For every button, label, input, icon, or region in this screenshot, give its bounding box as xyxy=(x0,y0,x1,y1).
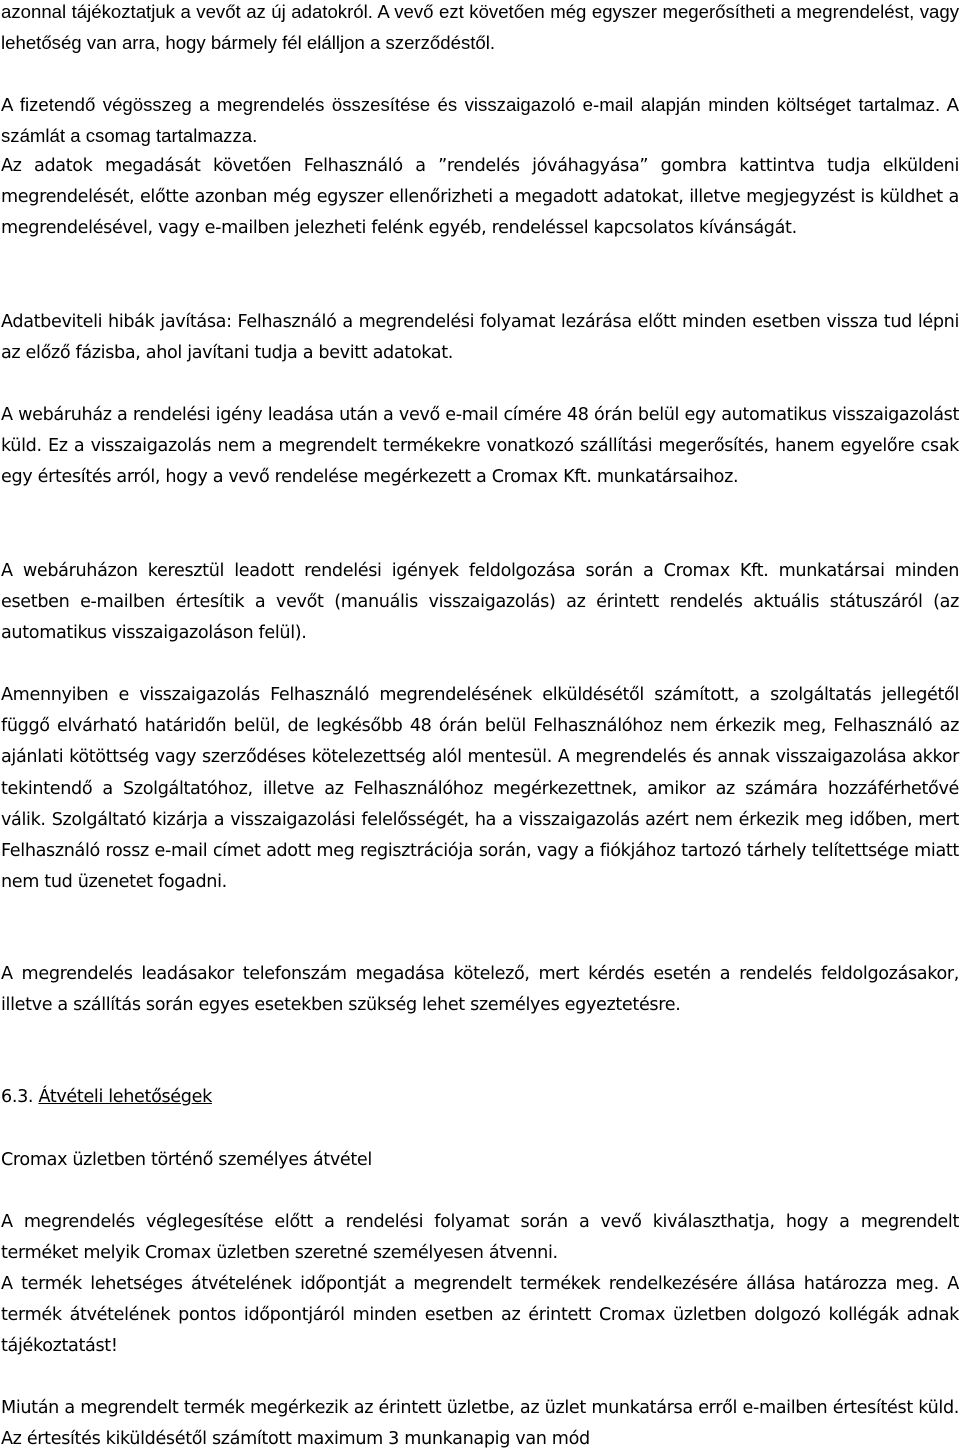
paragraph-confirmation-deadline: Amennyiben e visszaigazolás Felhasználó megrendelésének elküldésétől számított, a szolgáltatás jellegétől függő elvárható határidőn belül, de legkésőbb 48 órán belül Felhasználóhoz nem érkezik meg, Felhasználó az ajánlati kötöttség vagy szerződéses kötelezettség alól mentesül. A megrendelés és annak visszaigazolása akkor tekintendő a Szolgáltatóhoz, illetve az Felhasználóhoz megérkezettnek, amikor az számára hozzáférhetővé válik. Szolgáltató kizárja a visszaigazolási felelősségét, ha a visszaigazolás azért nem érkezik meg időben, mert Felhasználó rossz e-mail címet adott meg regisztrációja során, vagy a fiókjához tartozó tárhely telítettsége miatt nem tud üzenetet fogadni. xyxy=(1,685,959,893)
paragraph-store-selection: A megrendelés véglegesítése előtt a rendelési folyamat során a vevő kiválaszthatja, hogy a megrendelt terméket melyik Cromax üzletben szeretné személyesen átvenni. xyxy=(1,1212,959,1264)
section-heading xyxy=(1,1082,212,1113)
paragraph-order-modification: azonnal tájékoztatjuk a vevőt az új adatokról. A vevő ezt követően még egyszer megerősítheti a megrendelést, vagy lehetőség van arra, hogy bármely fél elálljon a szerződéstől. xyxy=(1,1,959,53)
paragraph-phone-number-required: A megrendelés leadásakor telefonszám megadása kötelező, mert kérdés esetén a rendelés feldolgozásakor, illetve a szállítás során egyes esetekben szükség lehet személyes egyeztetésre. xyxy=(1,964,959,1016)
paragraph-order-approval: Az adatok megadását követően Felhasználó a ”rendelés jóváhagyása” gombra kattintva tudja elküldeni megrendelését, előtte azonban még egyszer ellenőrizheti a megadott adatokat, illetve megjegyzést is küldhet a megrendelésével, vagy e-mailben jelezheti felénk egyéb, rendeléssel kapcsolatos kívánságát. xyxy=(1,156,959,239)
subheading-store-pickup: Cromax üzletben történő személyes átvétel xyxy=(1,1150,372,1170)
section-number: 6.3. xyxy=(1,1087,34,1107)
paragraph-manual-confirmation: A webáruházon keresztül leadott rendelési igények feldolgozása során a Cromax Kft. munkatársai minden esetben e-mailben értesítik a vevőt (manuális visszaigazolás) az érintett rendelés aktuális státuszáról (az automatikus visszaigazoláson felül). xyxy=(1,561,959,644)
section-title: Átvételi lehetőségek xyxy=(38,1087,212,1107)
paragraph-input-error-correction: Adatbeviteli hibák javítása: Felhasználó a megrendelési folyamat lezárása előtt minden esetben vissza tud lépni az előző fázisba, ahol javítani tudja a bevitt adatokat. xyxy=(1,312,959,364)
paragraph-total-amount: A fizetendő végösszeg a megrendelés összesítése és visszaigazoló e-mail alapján minden költséget tartalmaz. A számlát a csomag tartalmazza. xyxy=(1,94,959,146)
paragraph-automatic-confirmation: A webáruház a rendelési igény leadása után a vevő e-mail címére 48 órán belül egy automatikus visszaigazolást küld. Ez a visszaigazolás nem a megrendelt termékekre vonatkozó szállítási megerősítés, hanem egyelőre csak egy értesítés arról, hogy a vevő rendelése megérkezett a Cromax Kft. munkatársaihoz. xyxy=(1,405,959,488)
paragraph-arrival-notification: Miután a megrendelt termék megérkezik az érintett üzletbe, az üzlet munkatársa erről e-mailben értesítést küld. Az értesítés kiküldésétől számított maximum 3 munkanapig van mód xyxy=(1,1398,959,1450)
paragraph-pickup-time: A termék lehetséges átvételének időpontját a megrendelt termékek rendelkezésére állása határozza meg. A termék átvételének pontos időpontjáról minden esetben az érintett Cromax üzletben dolgozó kollégák adnak tájékoztatást! xyxy=(1,1274,959,1357)
